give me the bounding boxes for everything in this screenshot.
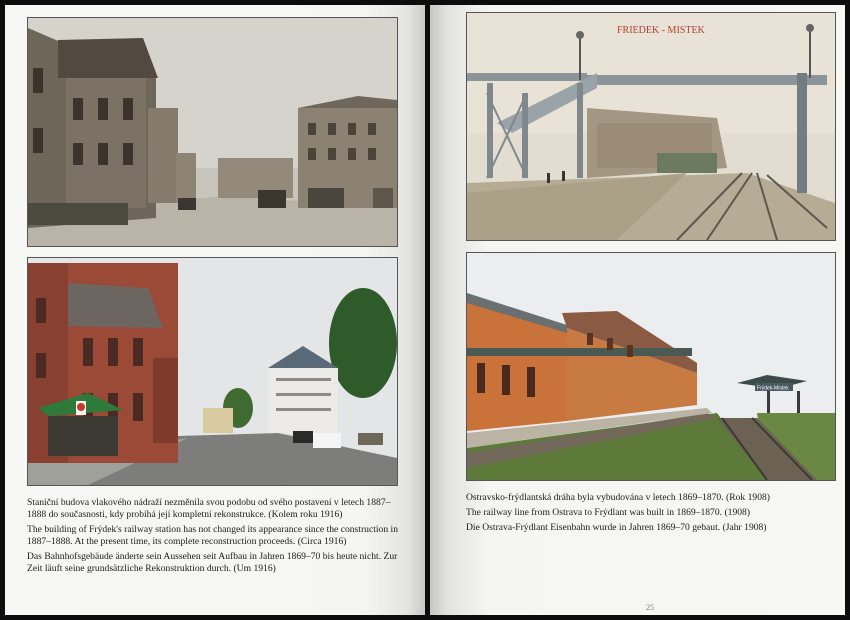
page-number: 25 [646,603,654,612]
modern-station-street-photo [27,257,398,486]
caption-german: Das Bahnhofsgebäude änderte sein Aussehen seit Aufbau in Jahren 1869–70 bis heute nicht. Zur Zeit läuft seine grundsätzliche Rekonstruktion durch. (Um 1916) [27,551,398,574]
historic-railway-footbridge-photo [466,12,836,241]
caption-czech: Staniční budova vlakového nádraží nezměnila svou podobu od svého postavení v letech 1887–1888 do současnosti, kdy probíhá její kompletní rekonstrukce. (Kolem roku 1916) [27,497,391,520]
historic-station-street-photo [27,17,398,247]
tinted-postcard-image [467,13,835,240]
caption-german: Die Ostrava-Frýdlant Eisenbahn wurde in Jahren 1869–70 gebaut. (Jahr 1908) [466,522,767,533]
postcard-title: FRIEDEK - MISTEK [617,25,705,36]
right-caption [466,492,836,537]
left-page [5,5,425,615]
sepia-street-image [28,18,397,246]
station-sign: Frýdek-Místek [757,385,789,392]
caption-english: The building of Frýdek's railway station has not changed its appearance since the construction in 1887–1888. At the present time, its complete reconstruction proceeds. (Circa 1916) [27,524,398,547]
colorized-station-platform-photo [466,252,836,481]
color-street-image [28,258,397,485]
caption-czech: Ostravsko-frýdlantská dráha byla vybudována v letech 1869–1870. (Rok 1908) [466,492,770,503]
colorized-platform-image [467,253,835,480]
right-page [430,5,845,615]
left-caption [27,497,405,578]
caption-english: The railway line from Ostrava to Frýdlant was built in 1869–1870. (1908) [466,507,751,518]
